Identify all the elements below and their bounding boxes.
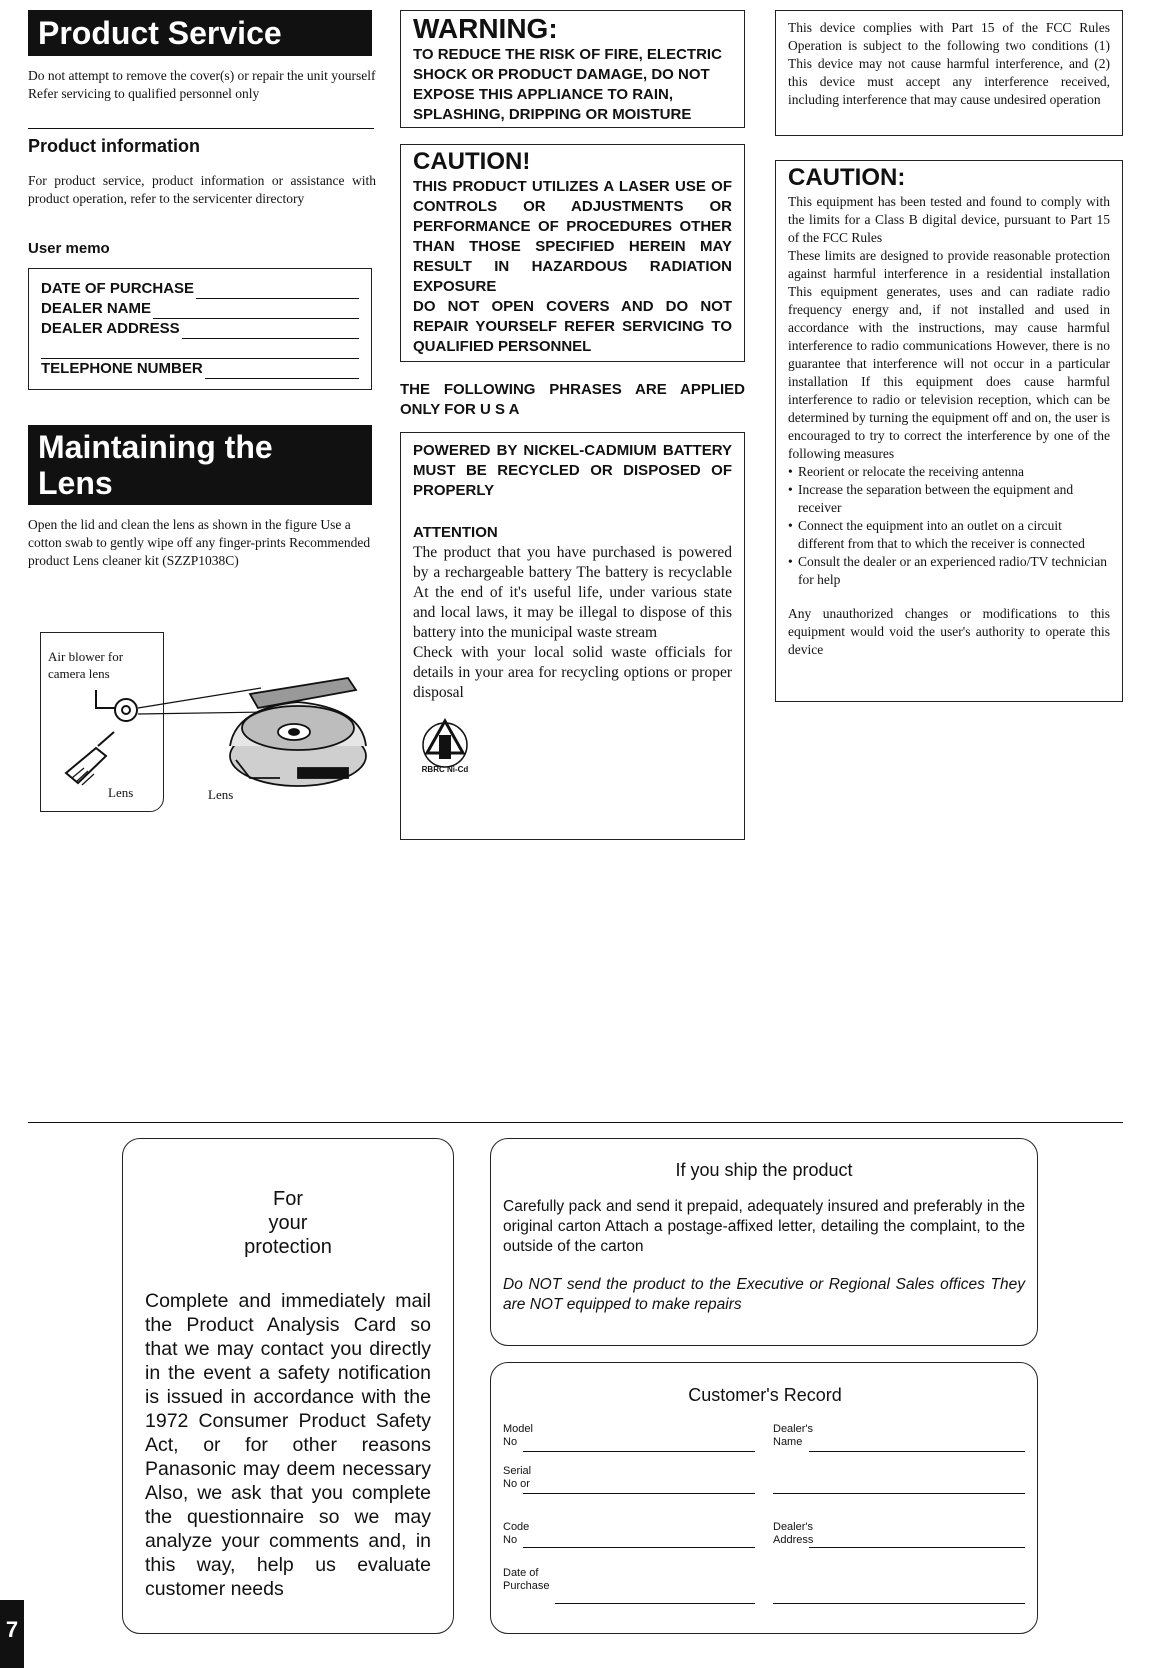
- bottom-divider: [28, 1122, 1123, 1123]
- product-service-body: Do not attempt to remove the cover(s) or repair the unit yourself Refer servicing to qualified personnel only: [28, 68, 376, 101]
- code-no-input[interactable]: [523, 1547, 755, 1548]
- caution-fcc-title: CAUTION:: [788, 164, 906, 191]
- lens-cleaning-figure: [36, 628, 376, 818]
- caution-laser-box: [400, 144, 745, 362]
- ship-box: [490, 1138, 1038, 1346]
- model-no-label: Model No: [503, 1423, 533, 1448]
- caution-fcc-para3: Any unauthorized changes or modifications to this equipment would void the user's authority to operate this device: [788, 606, 1110, 657]
- air-blower-label: Air blower for camera lens: [48, 649, 124, 681]
- caution-fcc-bullets: [788, 463, 1110, 589]
- date-of-purchase-label: Date of Purchase: [503, 1567, 550, 1592]
- dealer-address-input[interactable]: [809, 1547, 1025, 1548]
- dealer-name-label: Dealer's Name: [773, 1423, 814, 1448]
- code-no-label: Code No: [503, 1521, 530, 1546]
- caution-fcc-para2: These limits are designed to provide reasonable protection against harmful interference in a residential installation This equipment generates, uses and can radiate radio frequency energy and, if not installed and used in accordance with the instructions, may cause harmful interference to radio communications However, there is no guarantee that interference will not occur in a particular installation If this equipment does cause harmful interference to radio or television reception, which can be determined by turning the equipment off and on, the user is encouraged to try to correct the interference by one of the following measures: [788, 248, 1110, 461]
- serial-no-input[interactable]: [523, 1493, 755, 1494]
- user-memo-label: User memo: [28, 240, 110, 257]
- nicd-recycle-notice: POWERED BY NICKEL-CADMIUM BATTERY MUST BE RECYCLED OR DISPOSED OF PROPERLY: [413, 442, 732, 499]
- for-protection-body: Complete and immediately mail the Product Analysis Card so that we may contact you directly in the event a safety notification is issued in accordance with the 1972 Consumer Product Safety Act, or for other reasons Panasonic may deem necessary Also, we ask that you complete the questionnaire so we may analyze your comments and, in this way, help us evaluate customer needs: [145, 1290, 431, 1600]
- for-protection-title: For your protection: [244, 1188, 332, 1258]
- warning-title: WARNING:: [413, 13, 558, 44]
- warning-body: TO REDUCE THE RISK OF FIRE, ELECTRIC SHOCK OR PRODUCT DAMAGE, DO NOT EXPOSE THIS APPLIANCE TO RAIN, SPLASHING, DRIPPING OR MOISTURE: [413, 46, 722, 123]
- divider: [28, 128, 374, 129]
- field-label: DEALER NAME: [41, 300, 152, 317]
- product-information-heading: Product information: [28, 136, 200, 156]
- page-number: 7: [0, 1600, 24, 1668]
- attention-title: ATTENTION: [413, 524, 498, 541]
- maintaining-lens-title: Maintaining the Lens: [28, 425, 372, 505]
- dealer-name-field[interactable]: [41, 299, 359, 319]
- caution-fcc-para1: This equipment has been tested and found to comply with the limits for a Class B digital device, pursuant to Part 15 of the FCC Rules: [788, 194, 1110, 245]
- dealer-address-label: Dealer's Address: [773, 1521, 814, 1546]
- list-item: • Increase the separation between the equipment and receiver: [788, 481, 1110, 517]
- rbrc-logo: [413, 715, 477, 779]
- ship-title: If you ship the product: [675, 1160, 853, 1180]
- serial-no-label: Serial No or: [503, 1465, 532, 1490]
- fcc-notice-box: [775, 10, 1123, 136]
- maintaining-lens-body: Open the lid and clean the lens as shown in the figure Use a cotton swab to gently wipe off any finger-prints Recommended product Lens cleaner kit (SZZP1038C): [28, 517, 371, 568]
- dealer-address-field[interactable]: [41, 319, 359, 339]
- date-of-purchase-field[interactable]: [41, 279, 359, 299]
- attention-body2: Check with your local solid waste officials for details in your area for recycling options or proper disposal: [413, 644, 732, 701]
- caution-laser-body2: DO NOT OPEN COVERS AND DO NOT REPAIR YOURSELF REFER SERVICING TO QUALIFIED PERSONNEL: [413, 298, 732, 355]
- cd-player-illustration: [36, 628, 376, 818]
- dealer-name-input[interactable]: [809, 1451, 1025, 1452]
- customer-record-box: [490, 1362, 1038, 1634]
- dealer-name-input-2[interactable]: [773, 1493, 1025, 1494]
- for-protection-box: [122, 1138, 454, 1634]
- product-information-body: For product service, product information or assistance with product operation, refer to the servicenter directory: [28, 173, 376, 206]
- date-of-purchase-input[interactable]: [555, 1603, 755, 1604]
- caution-laser-title: CAUTION!: [413, 148, 531, 175]
- list-item: • Connect the equipment into an outlet on a circuit different from that to which the receiver is connected: [788, 517, 1110, 553]
- cd-player-icon: [230, 678, 366, 786]
- product-service-title: Product Service: [28, 10, 372, 56]
- attention-body: The product that you have purchased is powered by a rechargeable battery The battery is recyclable At the end of it's useful life, under various state and local laws, it may be illegal to dispose of this battery into the municipal waste stream: [413, 544, 732, 641]
- list-item: • Reorient or relocate the receiving antenna: [788, 463, 1110, 481]
- lens-label-left: Lens: [108, 785, 134, 800]
- user-memo-box: [28, 268, 372, 390]
- warning-box: [400, 10, 745, 128]
- air-blower-icon: [96, 690, 137, 721]
- model-no-input[interactable]: [523, 1451, 755, 1452]
- ship-body: Carefully pack and send it prepaid, adequately insured and preferably in the original carton Attach a postage-affixed letter, detailing the complaint, to the outside of the carton: [503, 1198, 1025, 1255]
- fcc-notice-body: This device complies with Part 15 of the FCC Rules Operation is subject to the following two conditions (1) This device may not cause harmful interference, and (2) this device must accept any interference received, including interference that may cause undesired operation: [788, 20, 1110, 107]
- list-item: • Consult the dealer or an experienced radio/TV technician for help: [788, 553, 1110, 589]
- field-label: TELEPHONE NUMBER: [41, 360, 203, 377]
- caution-laser-body: THIS PRODUCT UTILIZES A LASER USE OF CONTROLS OR ADJUSTMENTS OR PERFORMANCE OF PROCEDURES OTHER THAN THOSE SPECIFIED HEREIN MAY RESULT IN HAZARDOUS RADIATION EXPOSURE: [413, 178, 732, 295]
- customer-record-title: Customer's Record: [688, 1385, 842, 1405]
- cotton-swab-icon: [66, 732, 114, 785]
- lens-label-right: Lens: [208, 787, 234, 802]
- field-label: DEALER ADDRESS: [41, 320, 180, 337]
- usa-phrases-box: [400, 432, 745, 840]
- ship-note: Do NOT send the product to the Executive or Regional Sales offices They are NOT equipped to make repairs: [503, 1276, 1025, 1313]
- rbrc-logo-text: RBRC Ni-Cd: [421, 765, 469, 774]
- caution-fcc-box: [775, 160, 1123, 702]
- telephone-number-field[interactable]: [41, 359, 359, 379]
- usa-phrases-heading: THE FOLLOWING PHRASES ARE APPLIED ONLY FOR U S A: [400, 381, 745, 418]
- field-label: DATE OF PURCHASE: [41, 280, 195, 297]
- dealer-address-input-2[interactable]: [773, 1603, 1025, 1604]
